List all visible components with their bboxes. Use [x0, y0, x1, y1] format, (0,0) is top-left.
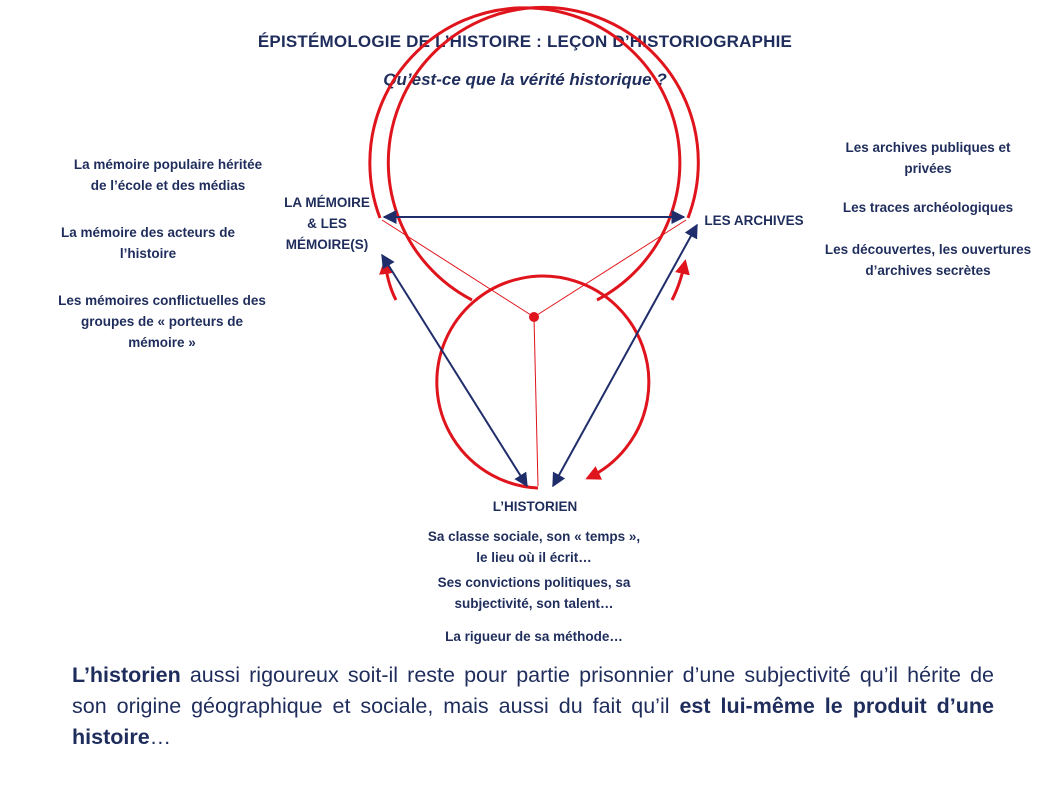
conclusion-bold-product: est lui-même le produit d’une histoire	[72, 694, 994, 749]
conclusion-bold-historien: L’historien	[72, 663, 181, 687]
conclusion-text: aussi rigoureux soit-il reste pour partie prisonnier d’une subjectivité qu’il hérite de son origine géographique et sociale, mais aussi du fait qu’il	[72, 663, 994, 718]
note-line: de l’école et des médias	[90, 178, 246, 193]
note-line: La mémoire populaire héritée	[73, 157, 263, 172]
note-line: d’archives secrètes	[865, 263, 991, 278]
archives-circle	[388, 7, 698, 300]
note-line: privées	[904, 161, 952, 176]
note-line: La rigueur de sa méthode…	[445, 629, 623, 644]
page-subtitle: Qu’est-ce que la vérité historique ?	[383, 70, 667, 89]
historien-note-convictions	[394, 572, 674, 614]
conclusion-ellipsis: …	[149, 725, 172, 749]
note-line: l’histoire	[119, 246, 177, 261]
conclusion-paragraph	[72, 660, 994, 753]
right-note-discoveries	[788, 239, 1050, 281]
memoire-label-line: & LES	[307, 216, 347, 231]
memoire-circle	[370, 8, 680, 300]
left-note-popular-memory	[28, 154, 308, 196]
historien-node-label: L’HISTORIEN	[492, 499, 578, 514]
right-note-archaeological-traces	[788, 197, 1050, 218]
note-line: Sa classe sociale, son « temps »,	[427, 529, 641, 544]
right-note-archives	[788, 137, 1050, 179]
historien-note-social-class	[394, 526, 674, 568]
left-note-actors-memory	[8, 222, 288, 264]
archives-to-center-line	[534, 220, 686, 317]
center-dot	[529, 312, 539, 322]
note-line: Ses convictions politiques, sa	[437, 575, 631, 590]
note-line: groupes de « porteurs de	[80, 314, 244, 329]
note-line: le lieu où il écrit…	[476, 550, 592, 565]
left-note-conflicting-memories	[22, 290, 302, 353]
memoire-to-center-line	[382, 220, 534, 317]
note-line: mémoire »	[128, 335, 196, 350]
memoire-label-line: LA MÉMOIRE	[284, 195, 370, 210]
historien-note-method	[394, 626, 674, 647]
memoire-label-line: MÉMOIRE(S)	[285, 237, 369, 252]
note-line: Les mémoires conflictuelles des	[58, 293, 266, 308]
note-line: Les traces archéologiques	[842, 200, 1014, 215]
archives-node-label: LES ARCHIVES	[704, 213, 804, 228]
note-line: Les archives publiques et	[845, 140, 1011, 155]
page-title: ÉPISTÉMOLOGIE DE L’HISTOIRE : LEÇON D’HISTORIOGRAPHIE	[257, 32, 793, 51]
note-line: Les découvertes, les ouvertures	[824, 242, 1032, 257]
historien-circle	[437, 276, 649, 488]
historien-to-center-line	[534, 317, 538, 486]
note-line: La mémoire des acteurs de	[60, 225, 236, 240]
note-line: subjectivité, son talent…	[454, 596, 614, 611]
